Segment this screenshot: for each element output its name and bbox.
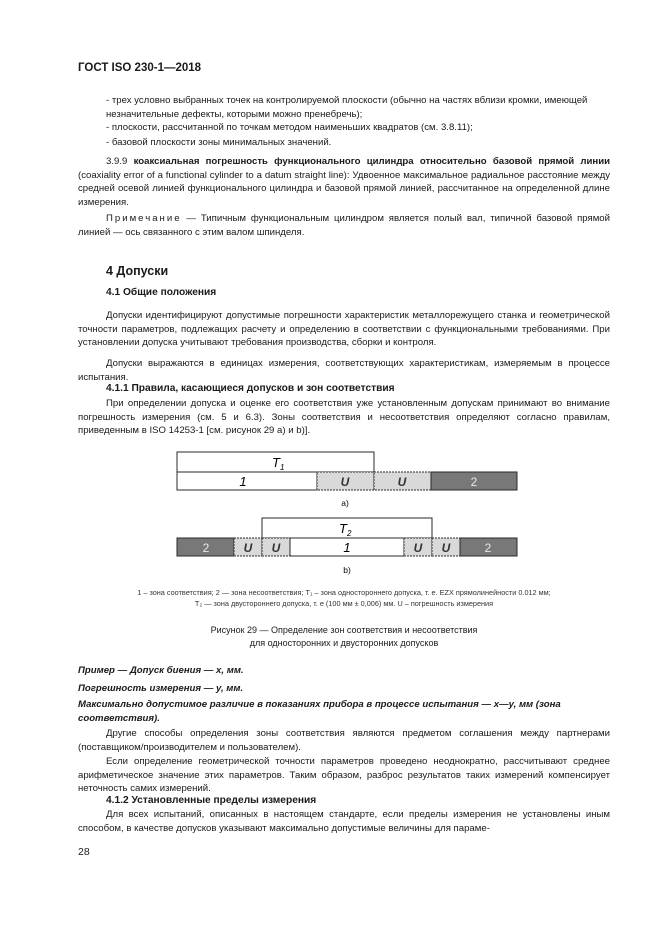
uncertainty-label: U: [243, 541, 253, 555]
zone-label-1: 1: [343, 540, 351, 555]
document-header: ГОСТ ISO 230-1—2018: [78, 62, 202, 74]
diagram-a: [177, 452, 517, 508]
paragraph: Допуски идентифицируют допустимые погрешности характеристик металлорежущего станка и геометрической точности параметров, подлежащих расчету и определению в соответствии с функциональными требованиями. При установлении допуска учитывают требования производства, сборки и контроля.: [78, 310, 610, 348]
tolerance-label-t1: $T_1$: [272, 455, 285, 472]
page-number: 28: [78, 846, 90, 858]
paragraph: Допуски выражаются в единицах измерения, соответствующих характеристикам, измеряемым в процессе испытания.: [78, 358, 610, 383]
paragraph: Другие способы определения зоны соответствия являются предметом соглашения между партнерами (поставщиком/производителем и пользователем).: [78, 728, 610, 753]
subfigure-label: b): [343, 565, 351, 575]
paragraph: При определении допуска и оценке его соответствия уже установленным допускам принимают во внимание погрешность измерения (см. 5 и 6.3). Зоны соответствия и несоответствия определяют согласно правилам, приведенным в ISO 14253-1 [см. рисунок 29 а) и b)].: [78, 398, 610, 436]
paragraph: Для всех испытаний, описанных в настоящем стандарте, если пределы измерения не установлены иным способом, в качестве допусков указывают максимально допустимые величины для параме-: [78, 809, 610, 834]
uncertainty-label: U: [413, 541, 423, 555]
tolerance-label-t2: $T_2$: [339, 521, 352, 538]
subsection-title: 4.1.1 Правила, касающиеся допусков и зон соответствия: [106, 383, 395, 394]
zone-label-2: 2: [202, 541, 210, 555]
example-line: Пример — Допуск биения — x, мм.: [78, 665, 244, 676]
clause-3-9-9: 3.9.9 коаксиальная погрешность функционального цилиндра относительно базовой прямой линии (coaxiality error of a functional cylinder to a datum straight line): Удвоенное максимальное радиальное расстояние между средней осевой линией функционального цилиндра и базовой прямой линией, рассчитанное на определенной длине измерения.: [78, 156, 610, 208]
uncertainty-label: U: [397, 475, 407, 489]
zone-label-1: 1: [239, 474, 247, 489]
conformance-zone: [177, 472, 317, 490]
zone-label-2: 2: [470, 475, 478, 489]
list-item: - трех условно выбранных точек на контролируемой плоскости (обычно на частях вблизи кромки, имеющей незначительные дефекты, которыми можно пренебречь);: [106, 95, 588, 120]
uncertainty-label: U: [340, 475, 350, 489]
list-item: - плоскости, рассчитанной по точкам методом наименьших квадратов (см. 3.8.11);: [106, 122, 473, 133]
figure-29: [0, 440, 661, 580]
paragraph: Если определение геометрической точности параметров проведено неоднократно, рассчитывают среднее арифметическое значение этих параметров. Таким образом, разброс результатов таких измерений компенсирует неточность самих измерений.: [78, 756, 610, 794]
zone-label-2: 2: [484, 541, 492, 555]
uncertainty-label: U: [271, 541, 281, 555]
example-line: Погрешность измерения — y, мм.: [78, 683, 244, 694]
figure-caption: Рисунок 29 — Определение зон соответствия и несоответствия для односторонних и двусторонних допусков: [210, 625, 478, 648]
figure-legend: 1 – зона соответствия; 2 — зона несоответствия; T₁ – зона одностороннего допуска, т. е. EZX прямолинейности 0.012 мм; T₂ — зона двустороннего допуска, т. е (100 мм ± 0,006) мм. U – погрешность измерения: [137, 588, 551, 608]
subsection-title: 4.1 Общие положения: [106, 287, 217, 298]
list-item: - базовой плоскости зоны минимальных значений.: [106, 137, 332, 148]
note: Примечание — Типичным функциональным цилиндром является полый вал, типичной базовой прямой линией — ось связанного с этим валом шпинделя.: [78, 213, 610, 238]
uncertainty-label: U: [441, 541, 451, 555]
diagram-b: [177, 518, 517, 575]
subfigure-label: а): [341, 498, 349, 508]
subsection-title: 4.1.2 Установленные пределы измерения: [106, 795, 317, 806]
example-line: Максимально допустимое различие в показаниях прибора в процессе испытания — x—y, мм (зона соответствия).: [78, 699, 561, 724]
section-title: 4 Допуски: [106, 264, 169, 278]
